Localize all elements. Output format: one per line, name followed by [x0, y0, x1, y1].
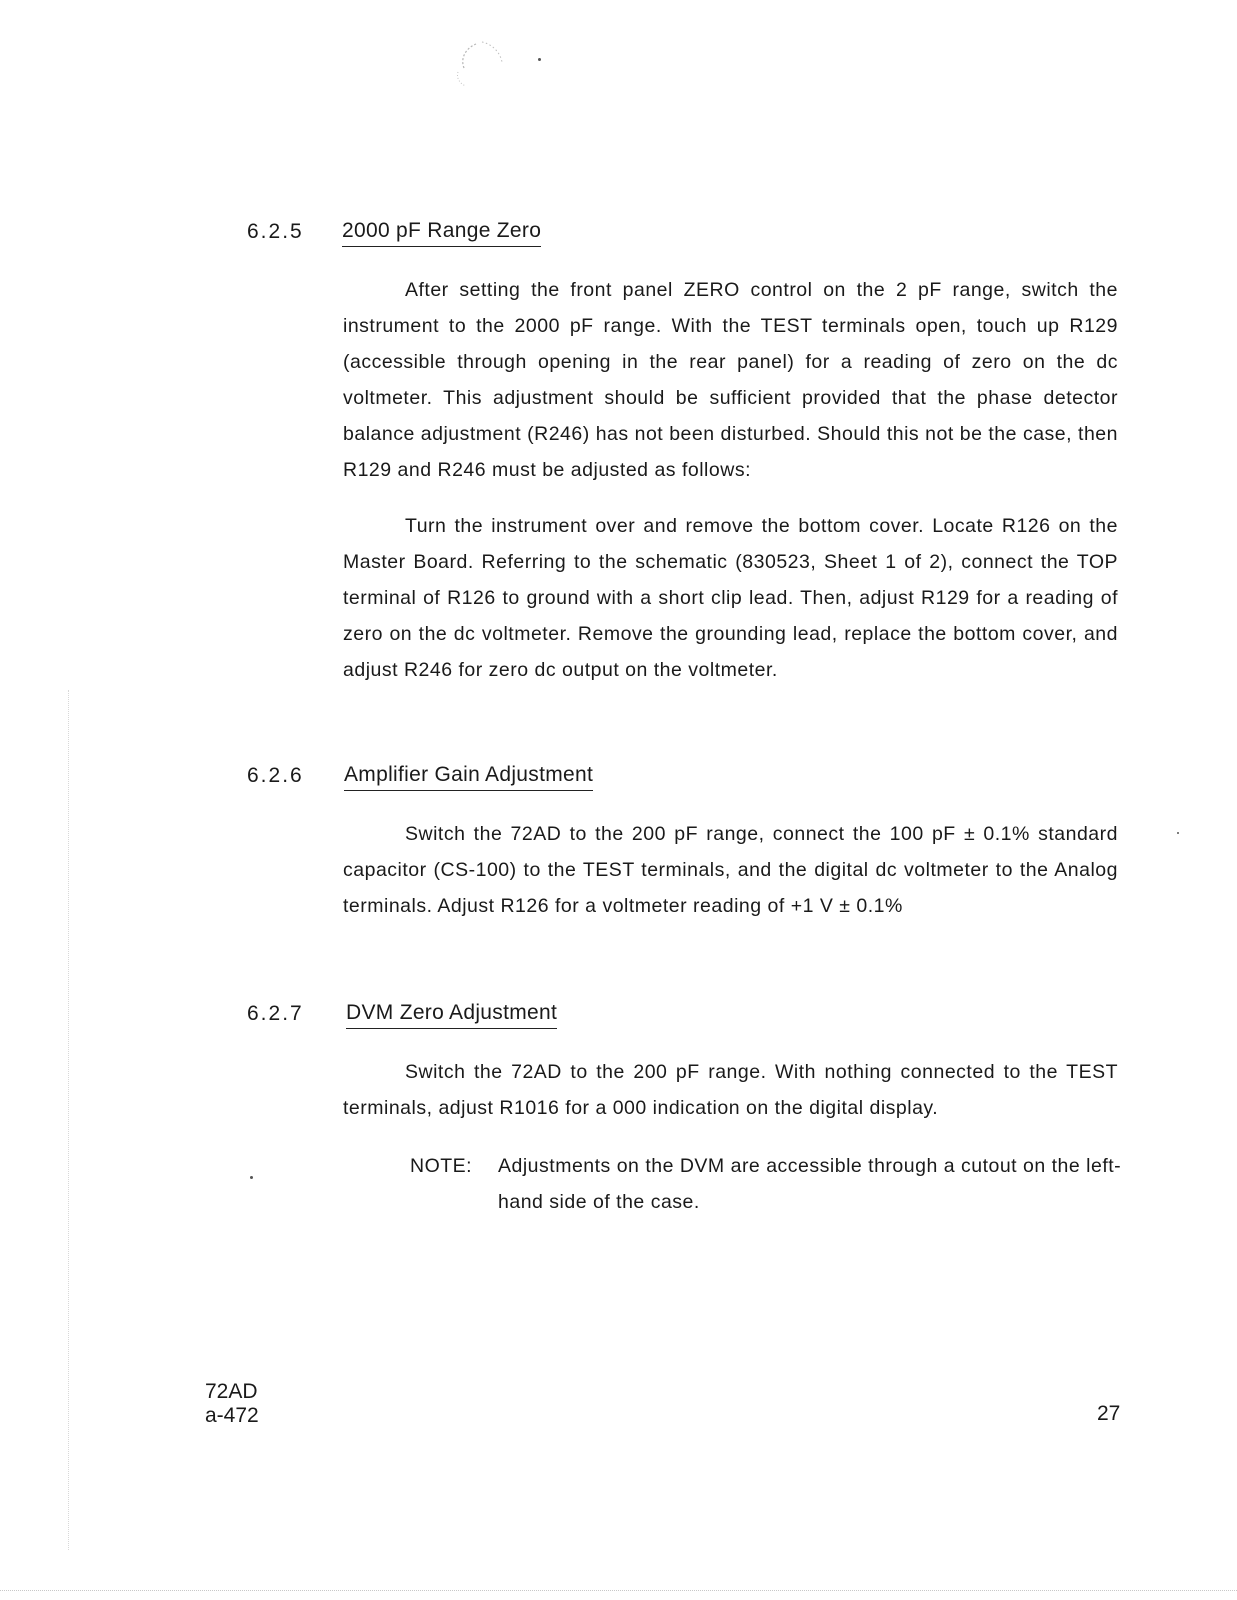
scan-margin-noise — [68, 690, 69, 1550]
section-number: 6.2.6 — [247, 764, 304, 787]
section-number: 6.2.7 — [247, 1002, 304, 1025]
note-label: NOTE: — [410, 1155, 473, 1177]
note-block — [410, 1148, 1122, 1220]
footer-model: 72AD — [205, 1380, 258, 1403]
scan-smudge-mark — [452, 38, 512, 90]
section-paragraph: Switch the 72AD to the 200 pF range. With nothing connected to the TEST terminals, adjust R1016 for a 000 indication on the digital display. — [343, 1061, 1118, 1119]
scan-bottom-edge — [0, 1590, 1237, 1591]
section-paragraph: After setting the front panel ZERO control on the 2 pF range, switch the instrument to the 2000 pF range. With the TEST terminals open, touch up R129 (accessible through opening in the rear panel) for a reading of zero on the dc voltmeter. This adjustment should be sufficient provided that the phase detector balance adjustment (R246) has not been disturbed. Should this not be the case, then R129 and R246 must be adjusted as follows: — [343, 279, 1118, 481]
scan-speck — [250, 1176, 253, 1179]
section-heading: Amplifier Gain Adjustment — [344, 763, 593, 791]
section-heading: 2000 pF Range Zero — [342, 219, 541, 247]
section-heading: DVM Zero Adjustment — [346, 1001, 557, 1029]
page-number: 27 — [1097, 1402, 1121, 1425]
footer-model-block — [205, 1380, 259, 1428]
note-text: Adjustments on the DVM are accessible through a cutout on the left-hand side of the case. — [498, 1155, 1122, 1213]
footer-doc-code: a-472 — [205, 1404, 259, 1427]
scan-speck — [538, 58, 541, 61]
section-number: 6.2.5 — [247, 220, 304, 243]
section-paragraph: Switch the 72AD to the 200 pF range, connect the 100 pF ± 0.1% standard capacitor (CS-100) to the TEST terminals, and the digital dc voltmeter to the Analog terminals. Adjust R126 for a voltmeter reading of +1 V ± 0.1% — [343, 823, 1118, 917]
section-paragraph: Turn the instrument over and remove the bottom cover. Locate R126 on the Master Board. Referring to the schematic (830523, Sheet 1 of 2), connect the TOP terminal of R126 to ground with a short clip lead. Then, adjust R129 for a reading of zero on the dc voltmeter. Remove the grounding lead, replace the bottom cover, and adjust R246 for zero dc output on the voltmeter. — [343, 515, 1118, 681]
scan-speck — [1177, 832, 1179, 834]
